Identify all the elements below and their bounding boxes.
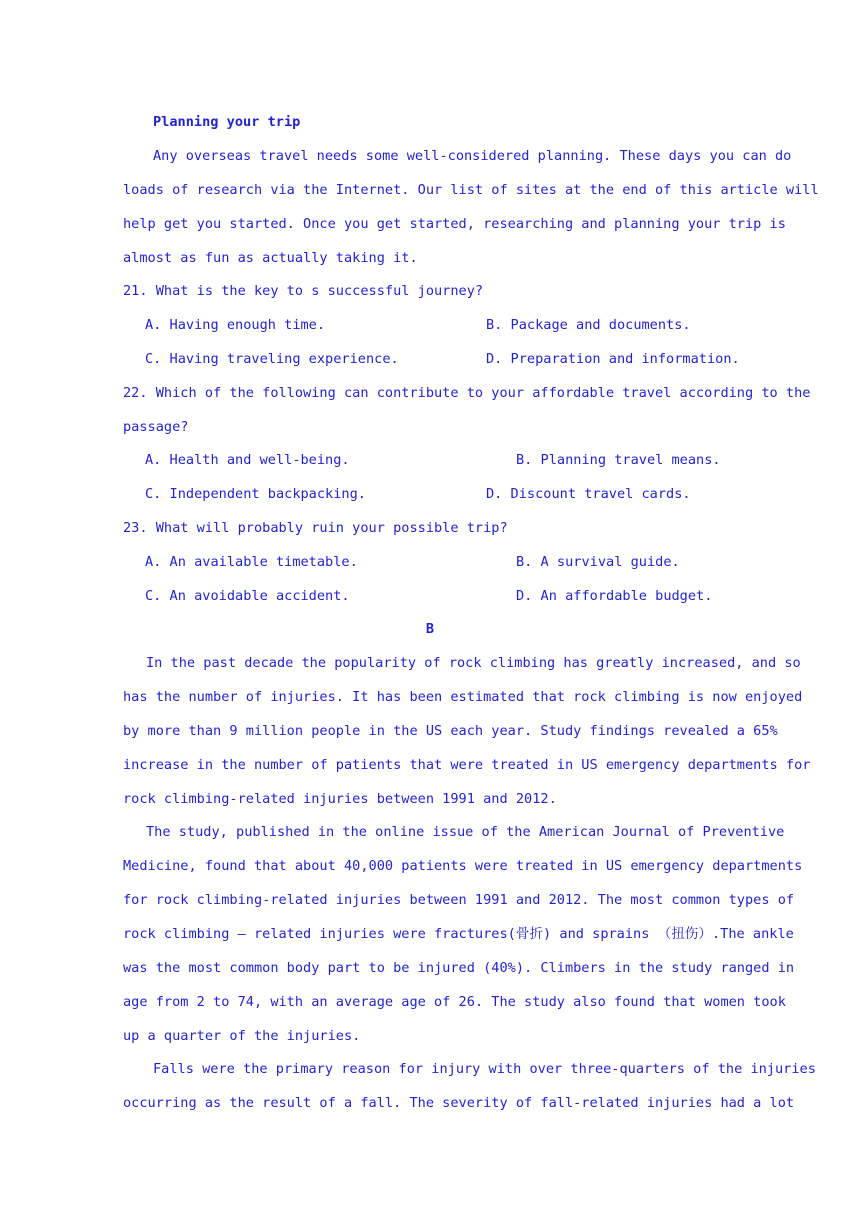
paragraph-line: rock climbing – related injuries were fractures(骨折) and sprains （扭伤）.The ankle — [123, 926, 794, 942]
option-b: B. Package and documents. — [486, 317, 691, 333]
option-c: C. Having traveling experience. — [145, 351, 399, 367]
paragraph-line: increase in the number of patients that were treated in US emergency departments for — [123, 757, 811, 773]
paragraph-line: occurring as the result of a fall. The severity of fall-related injuries had a lot — [123, 1095, 795, 1111]
paragraph-line: help get you started. Once you get started, researching and planning your trip is — [123, 216, 786, 232]
question-stem-cont: passage? — [123, 419, 189, 435]
option-d: D. An affordable budget. — [516, 588, 713, 604]
paragraph-line: The study, published in the online issue of the American Journal of Preventive — [146, 824, 785, 840]
question-stem: 21. What is the key to s successful journey? — [123, 283, 484, 299]
question-stem: 22. Which of the following can contribute to your affordable travel according to the — [123, 385, 811, 401]
paragraph-line: loads of research via the Internet. Our list of sites at the end of this article will — [123, 182, 819, 198]
option-a: A. Health and well-being. — [145, 452, 350, 468]
paragraph-line: rock climbing-related injuries between 1991 and 2012. — [123, 791, 557, 807]
option-d: D. Preparation and information. — [486, 351, 740, 367]
paragraph-line: age from 2 to 74, with an average age of 26. The study also found that women took — [123, 994, 786, 1010]
paragraph-line: has the number of injuries. It has been estimated that rock climbing is now enjoyed — [123, 689, 803, 705]
option-a: A. Having enough time. — [145, 317, 326, 333]
paragraph-line: Falls were the primary reason for injury with over three-quarters of the injuries — [153, 1061, 816, 1077]
section-heading: Planning your trip — [153, 114, 301, 130]
question-stem: 23. What will probably ruin your possible trip? — [123, 520, 508, 536]
option-c: C. Independent backpacking. — [145, 486, 366, 502]
paragraph-line: In the past decade the popularity of rock climbing has greatly increased, and so — [146, 655, 801, 671]
option-a: A. An available timetable. — [145, 554, 358, 570]
paragraph-line: Any overseas travel needs some well-considered planning. These days you can do — [153, 148, 792, 164]
paragraph-line: for rock climbing-related injuries between 1991 and 2012. The most common types of — [123, 892, 795, 908]
section-b-title: B — [425, 621, 435, 637]
paragraph-line: was the most common body part to be injured (40%). Climbers in the study ranged in — [123, 960, 795, 976]
option-c: C. An avoidable accident. — [145, 588, 350, 604]
paragraph-line: up a quarter of the injuries. — [123, 1028, 361, 1044]
paragraph-line: by more than 9 million people in the US each year. Study findings revealed a 65% — [123, 723, 778, 739]
paragraph-line: almost as fun as actually taking it. — [123, 250, 418, 266]
option-d: D. Discount travel cards. — [486, 486, 691, 502]
option-b: B. A survival guide. — [516, 554, 680, 570]
option-b: B. Planning travel means. — [516, 452, 721, 468]
paragraph-line: Medicine, found that about 40,000 patients were treated in US emergency departments — [123, 858, 803, 874]
